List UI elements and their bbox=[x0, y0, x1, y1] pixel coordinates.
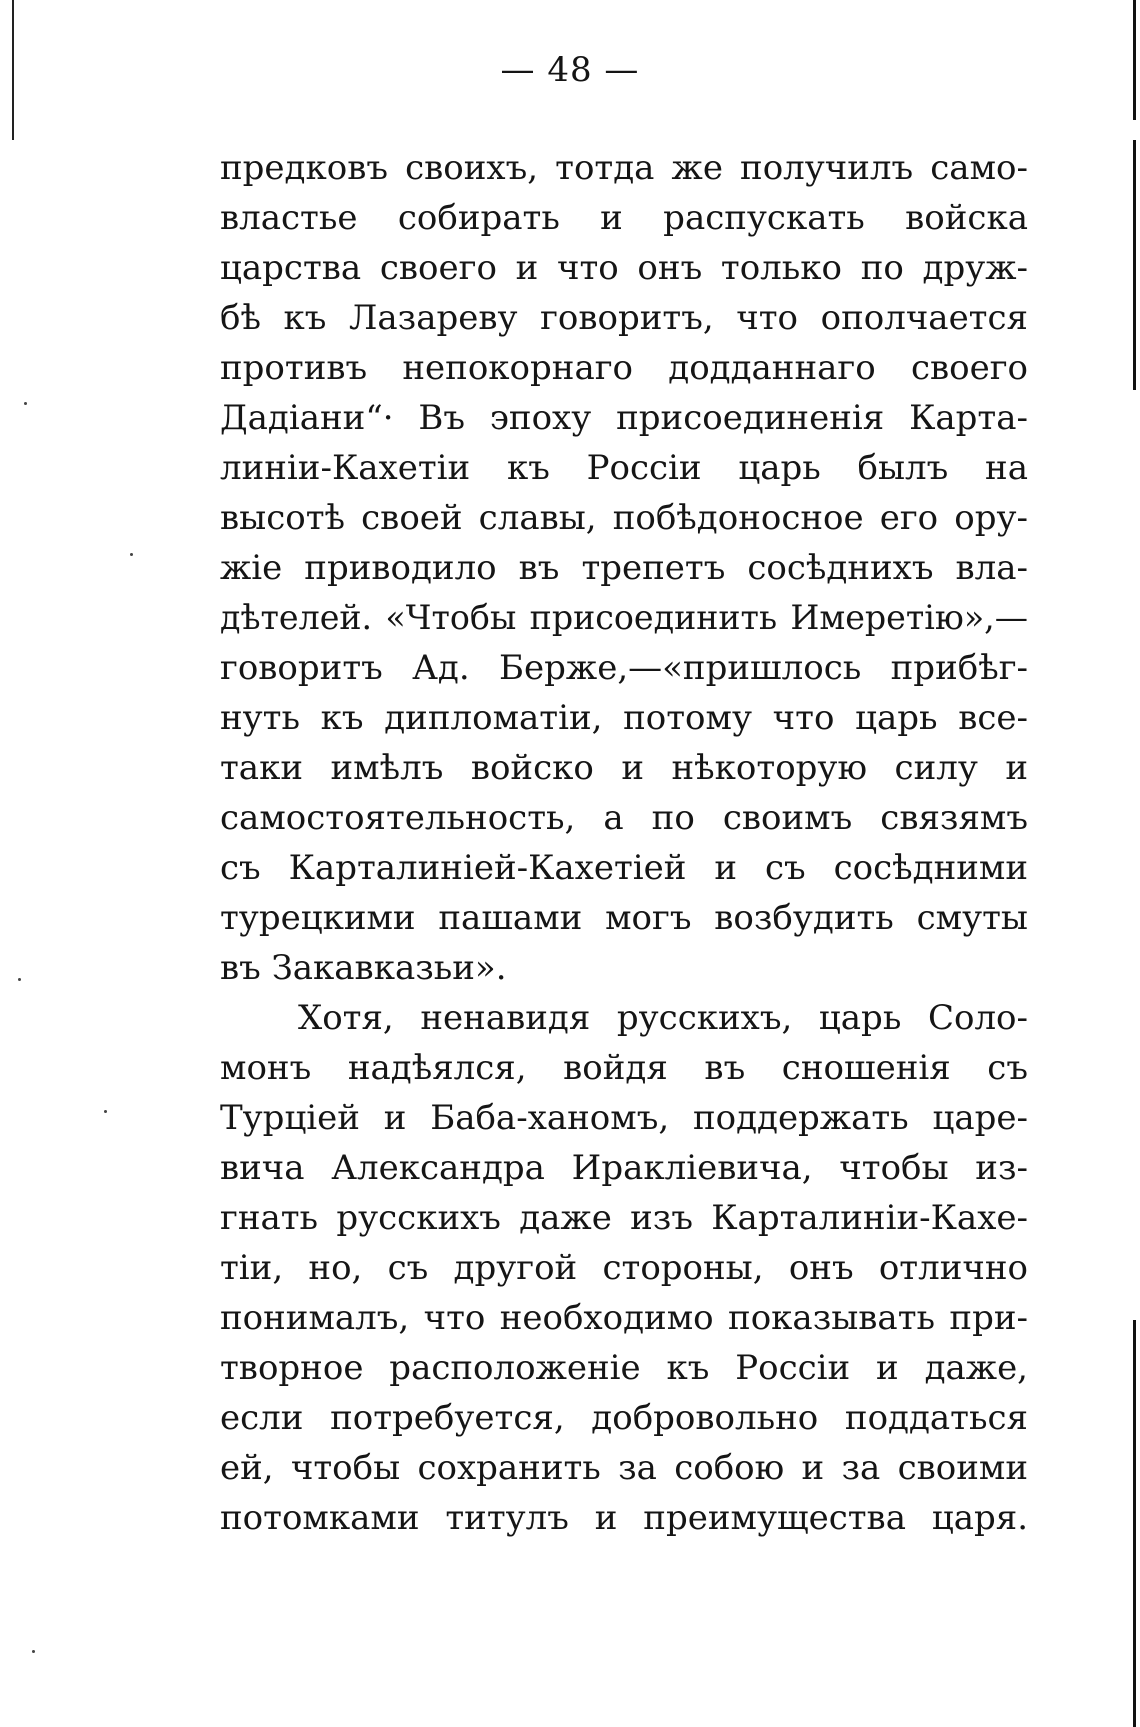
text-line: предковъ своихъ, тотда же получилъ само- bbox=[220, 148, 1028, 188]
text-line: понималъ, что необходимо показывать при- bbox=[220, 1298, 1028, 1338]
scan-speck bbox=[32, 1650, 35, 1653]
text-line: жiе приводило въ трепетъ сосѣднихъ вла- bbox=[220, 548, 1028, 588]
scan-speck bbox=[24, 402, 27, 405]
text-line: самостоятельность, а по своимъ связямъ bbox=[220, 798, 1028, 838]
text-line: дѣтелей. «Чтобы присоединить Имеретiю»,— bbox=[220, 598, 1028, 637]
scan-speck bbox=[18, 978, 21, 981]
paragraph bbox=[220, 143, 1028, 993]
text-line: говоритъ Ад. Берже,—«пришлось прибѣг- bbox=[220, 648, 1028, 688]
body-text bbox=[220, 143, 1028, 1543]
text-line: бѣ къ Лазареву говоритъ, что ополчается bbox=[220, 298, 1028, 338]
text-line: Хотя, ненавидя русскихъ, царь Соло- bbox=[298, 998, 1028, 1038]
text-line: высотѣ своей славы, побѣдоносное его ору- bbox=[220, 498, 1028, 538]
text-line: если потребуется, добровольно поддаться bbox=[220, 1398, 1028, 1438]
page-number: — 48 — bbox=[500, 50, 640, 90]
text-line: Турцiей и Баба-ханомъ, поддержать царе- bbox=[220, 1098, 1028, 1138]
scan-right-edge-lower bbox=[1133, 1320, 1136, 1727]
text-line: гнать русскихъ даже изъ Карталинiи-Кахе- bbox=[220, 1198, 1028, 1238]
scan-speck bbox=[130, 553, 133, 556]
scan-right-edge-middle bbox=[1133, 140, 1136, 390]
scan-speck bbox=[104, 1110, 107, 1113]
text-line: нуть къ дипломатiи, потому что царь все- bbox=[220, 698, 1028, 738]
text-line: творное расположенiе къ Россiи и даже, bbox=[220, 1348, 1028, 1388]
text-line: тiи, но, съ другой стороны, онъ отлично bbox=[220, 1248, 1028, 1288]
text-line: властье собирать и распускать войска bbox=[220, 198, 1028, 238]
text-line: ей, чтобы сохранить за собою и за своими bbox=[220, 1448, 1028, 1488]
text-line: линiи-Кахетiи къ Россiи царь былъ на bbox=[220, 448, 1028, 488]
text-line: Дадiани“· Въ эпоху присоединенiя Карта- bbox=[220, 398, 1028, 438]
text-line: потомками титулъ и преимущества царя. bbox=[220, 1498, 1028, 1538]
text-line: вича Александра Ираклiевича, чтобы из- bbox=[220, 1148, 1028, 1188]
paragraph bbox=[220, 993, 1028, 1543]
text-line: турецкими пашами могъ возбудить смуты bbox=[220, 898, 1028, 938]
text-line: таки имѣлъ войско и нѣкоторую силу и bbox=[220, 748, 1028, 788]
text-line: въ Закавказьи». bbox=[220, 948, 507, 988]
text-line: противъ непокорнаго додданнаго своего bbox=[220, 348, 1028, 388]
text-line: царства своего и что онъ только по друж- bbox=[220, 248, 1028, 288]
text-line: монъ надѣялся, войдя въ сношенiя съ bbox=[220, 1048, 1028, 1088]
text-line: съ Карталинiей-Кахетiей и съ сосѣдними bbox=[220, 848, 1028, 888]
